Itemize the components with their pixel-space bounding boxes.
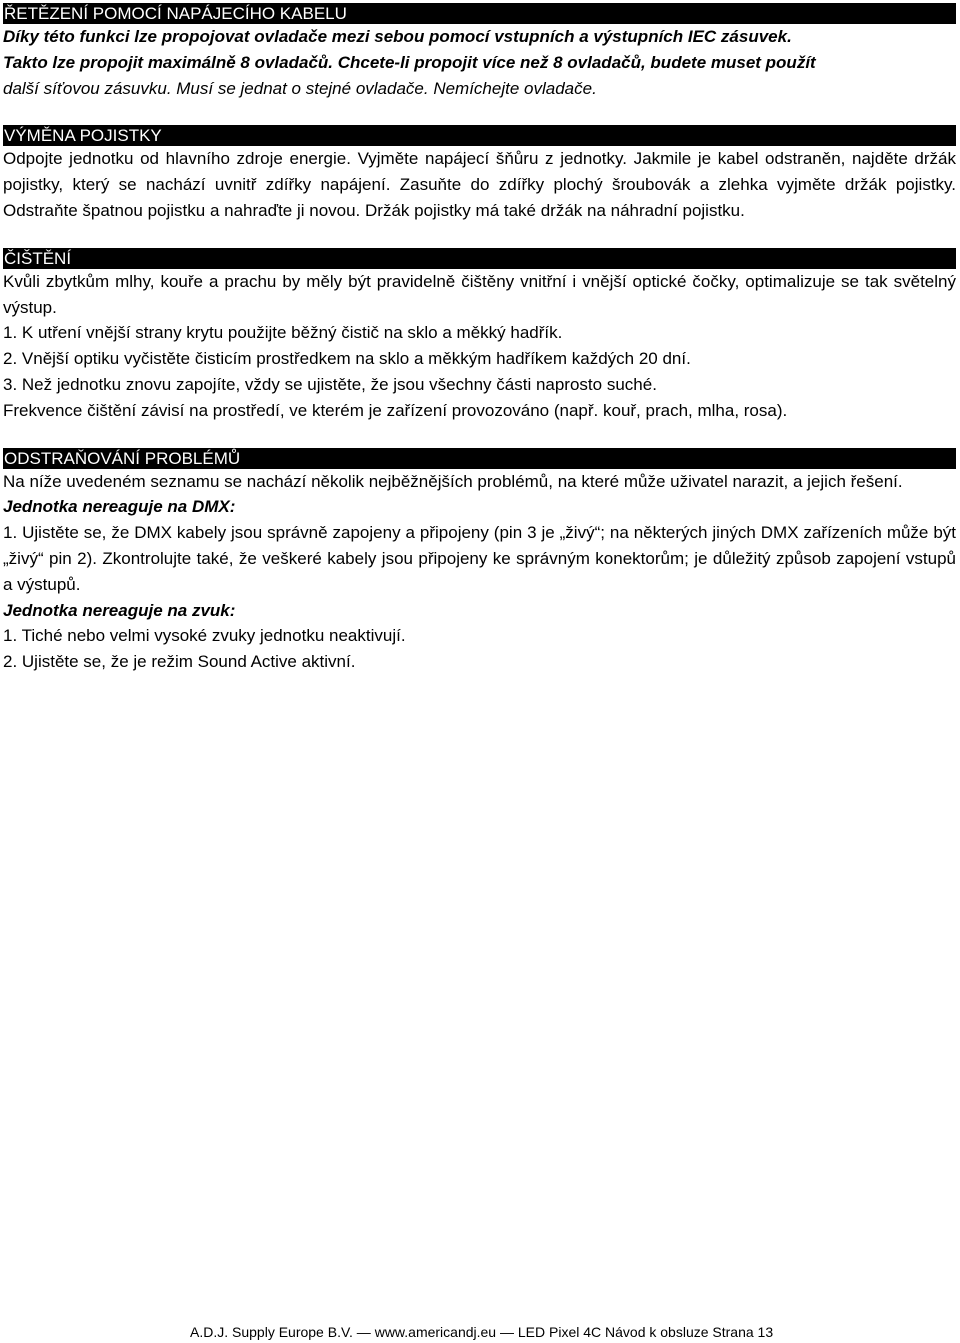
sound-step-1: 1. Tiché nebo velmi vysoké zvuky jednotku neaktivují. [3, 626, 406, 646]
footer-website-link[interactable]: www.americandj.eu [374, 1324, 497, 1340]
cleaning-frequency: Frekvence čištění závisí na prostředí, ve kterém je zařízení provozováno (např. kouř, prach, mlha, rosa). [3, 400, 788, 420]
footer-line [190, 1323, 773, 1341]
section-heading-chaining: ŘETĚZENÍ POMOCÍ NAPÁJECÍHO KABELU [3, 3, 956, 24]
section-heading-troubleshooting: ODSTRAŇOVÁNÍ PROBLÉMŮ [3, 448, 956, 469]
section-cleaning [3, 248, 956, 424]
chaining-line-3-text: další síťovou zásuvku. Musí se jednat o stejné ovladače. Nemíchejte ovladače. [3, 78, 597, 98]
cleaning-step-3: 3. Než jednotku znovu zapojíte, vždy se ujistěte, že jsou všechny části naprosto suché. [3, 374, 657, 394]
sound-subheading: Jednotka nereaguje na zvuk: [3, 600, 236, 620]
page-content [3, 3, 956, 675]
footer-separator-1: — [352, 1324, 375, 1340]
cleaning-step-1: 1. K utření vnější strany krytu použijte běžný čistič na sklo a měkký hadřík. [3, 323, 563, 343]
sound-step-2: 2. Ujistěte se, že je režim Sound Active aktivní. [3, 652, 356, 672]
section-troubleshooting [3, 448, 956, 675]
section-heading-fuse: VÝMĚNA POJISTKY [3, 125, 956, 146]
footer-company: A.D.J. Supply Europe B.V. [190, 1324, 353, 1340]
dmx-subheading: Jednotka nereaguje na DMX: [3, 497, 236, 517]
footer-document-title: LED Pixel 4C Návod k obsluze [517, 1324, 709, 1340]
troubleshooting-intro: Na níže uvedeném seznamu se nachází několik nejběžnějších problémů, na které může uživatel narazit, a jejich řešení. [3, 471, 903, 491]
chaining-line-1: Díky této funkci lze propojovat ovladače mezi sebou pomocí vstupních a výstupních IEC zásuvek. [3, 27, 792, 46]
footer-page-number: Strana 13 [712, 1324, 774, 1340]
section-chaining [3, 3, 956, 101]
fuse-paragraph: Odpojte jednotku od hlavního zdroje energie. Vyjměte napájecí šňůru z jednotky. Jakmile je kabel odstraněn, najděte držák pojistky, který se nachází uvnitř zdířky napájení. Zasuňte do zdířky plochý šroubovák a zlehka vyjměte držák pojistky. Odstraňte špatnou pojistku a nahraďte ji novou. Držák pojistky má také držák na náhradní pojistku. [3, 149, 956, 220]
chaining-line-2: Takto lze propojit maximálně 8 ovladačů. Chcete-li propojit více než 8 ovladačů, budete muset použít [3, 52, 816, 72]
dmx-step-1: 1. Ujistěte se, že DMX kabely jsou správně zapojeny a připojeny (pin 3 je „živý“; na některých jiných DMX zařízeních může být „živý“ pin 2). Zkontrolujte také, že veškeré kabely jsou připojeny ke správným konektorům; je důležitý způsob zapojení vstupů a výstupů. [3, 523, 956, 594]
section-fuse [3, 125, 956, 223]
chaining-line-3 [3, 76, 956, 102]
section-heading-cleaning: ČIŠTĚNÍ [3, 248, 956, 269]
cleaning-step-2: 2. Vnější optiku vyčistěte čisticím prostředkem na sklo a měkkým hadříkem každých 20 dní. [3, 349, 691, 369]
footer-separator-2: — [496, 1324, 518, 1340]
cleaning-intro: Kvůli zbytkům mlhy, kouře a prachu by měly být pravidelně čištěny vnitřní i vnější optické čočky, optimalizuje se tak světelný výstup. [3, 271, 956, 317]
